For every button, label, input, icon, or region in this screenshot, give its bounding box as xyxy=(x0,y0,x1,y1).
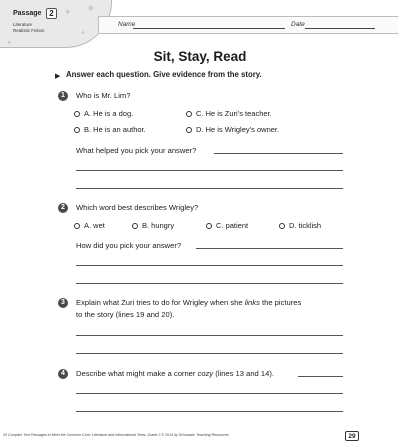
star-icon: ✦ xyxy=(86,3,96,15)
option-label: C. He is Zuri’s teacher. xyxy=(196,109,272,118)
option-label: B. hungry xyxy=(142,221,175,230)
star-icon: ✦ xyxy=(6,40,12,47)
page-number: 29 xyxy=(345,431,359,441)
question-text-part: to the story (lines 19 and 20). xyxy=(76,309,175,319)
option-label: D. ticklish xyxy=(289,221,322,230)
answer-option[interactable] xyxy=(132,221,174,230)
question-text-part: Describe what might make a corner xyxy=(76,369,198,378)
answer-line[interactable] xyxy=(76,188,343,189)
arrow-icon: ▶ xyxy=(55,73,61,80)
answer-option[interactable] xyxy=(74,125,146,134)
answer-line[interactable] xyxy=(76,170,343,171)
genre-label: Literature xyxy=(13,22,33,27)
answer-option[interactable] xyxy=(186,125,279,134)
option-label: A. wet xyxy=(84,221,105,230)
question-number: 4 xyxy=(58,369,68,379)
vocab-word: links xyxy=(244,298,260,307)
star-icon: ✦ xyxy=(80,30,86,37)
radio-button[interactable] xyxy=(206,223,212,229)
answer-line[interactable] xyxy=(196,248,343,249)
question-number: 2 xyxy=(58,203,68,213)
question-number: 3 xyxy=(58,298,68,308)
answer-line[interactable] xyxy=(298,376,343,377)
option-label: D. He is Wrigley’s owner. xyxy=(196,125,280,134)
radio-button[interactable] xyxy=(74,111,80,117)
passage-number: 2 xyxy=(46,8,57,19)
answer-line[interactable] xyxy=(76,353,343,354)
radio-button[interactable] xyxy=(74,127,80,133)
question-text-part: (lines 13 and 14). xyxy=(213,369,274,378)
copyright-footer: 25 Complex Text Passages to Meet the Common Core: Literature and Informational Texts, Grade 2 © 2014 by Scholastic Teaching Resources xyxy=(3,433,229,437)
evidence-prompt: How did you pick your answer? xyxy=(76,241,182,250)
genre-sublabel: Realistic Fiction xyxy=(13,28,45,33)
star-icon: ✦ xyxy=(64,7,72,17)
date-field[interactable] xyxy=(305,28,375,29)
answer-line[interactable] xyxy=(76,283,343,284)
answer-line[interactable] xyxy=(214,153,343,154)
name-field[interactable] xyxy=(133,28,285,29)
evidence-prompt: What helped you pick your answer? xyxy=(76,146,197,155)
instructions: Answer each question. Give evidence from the story. xyxy=(66,70,262,79)
date-label: Date xyxy=(291,21,305,28)
radio-button[interactable] xyxy=(132,223,138,229)
answer-option[interactable] xyxy=(206,221,248,230)
question-number: 1 xyxy=(58,91,68,101)
answer-line[interactable] xyxy=(76,335,343,336)
answer-line[interactable] xyxy=(76,411,343,412)
page-title: Sit, Stay, Read xyxy=(153,49,247,64)
radio-button[interactable] xyxy=(279,223,285,229)
option-label: A. He is a dog. xyxy=(84,109,134,118)
answer-option[interactable] xyxy=(279,221,321,230)
name-label: Name xyxy=(118,21,136,28)
question-text: Who is Mr. Lim? xyxy=(76,91,131,100)
answer-line[interactable] xyxy=(76,393,343,394)
passage-label: Passage xyxy=(13,10,42,17)
answer-option[interactable] xyxy=(74,109,133,118)
answer-option[interactable] xyxy=(186,109,272,118)
option-label: B. He is an author. xyxy=(84,125,146,134)
question-text-part: the pictures xyxy=(259,298,302,307)
question-text: Which word best describes Wrigley? xyxy=(76,203,199,212)
name-date-bar xyxy=(98,16,398,34)
radio-button[interactable] xyxy=(186,111,192,117)
option-label: C. patient xyxy=(216,221,249,230)
answer-line[interactable] xyxy=(76,265,343,266)
radio-button[interactable] xyxy=(74,223,80,229)
radio-button[interactable] xyxy=(186,127,192,133)
vocab-word: cozy xyxy=(197,369,214,378)
answer-option[interactable] xyxy=(74,221,105,230)
question-text-part: Explain what Zuri tries to do for Wrigley when she xyxy=(76,298,245,307)
question-text xyxy=(76,368,274,380)
question-text xyxy=(76,297,356,320)
